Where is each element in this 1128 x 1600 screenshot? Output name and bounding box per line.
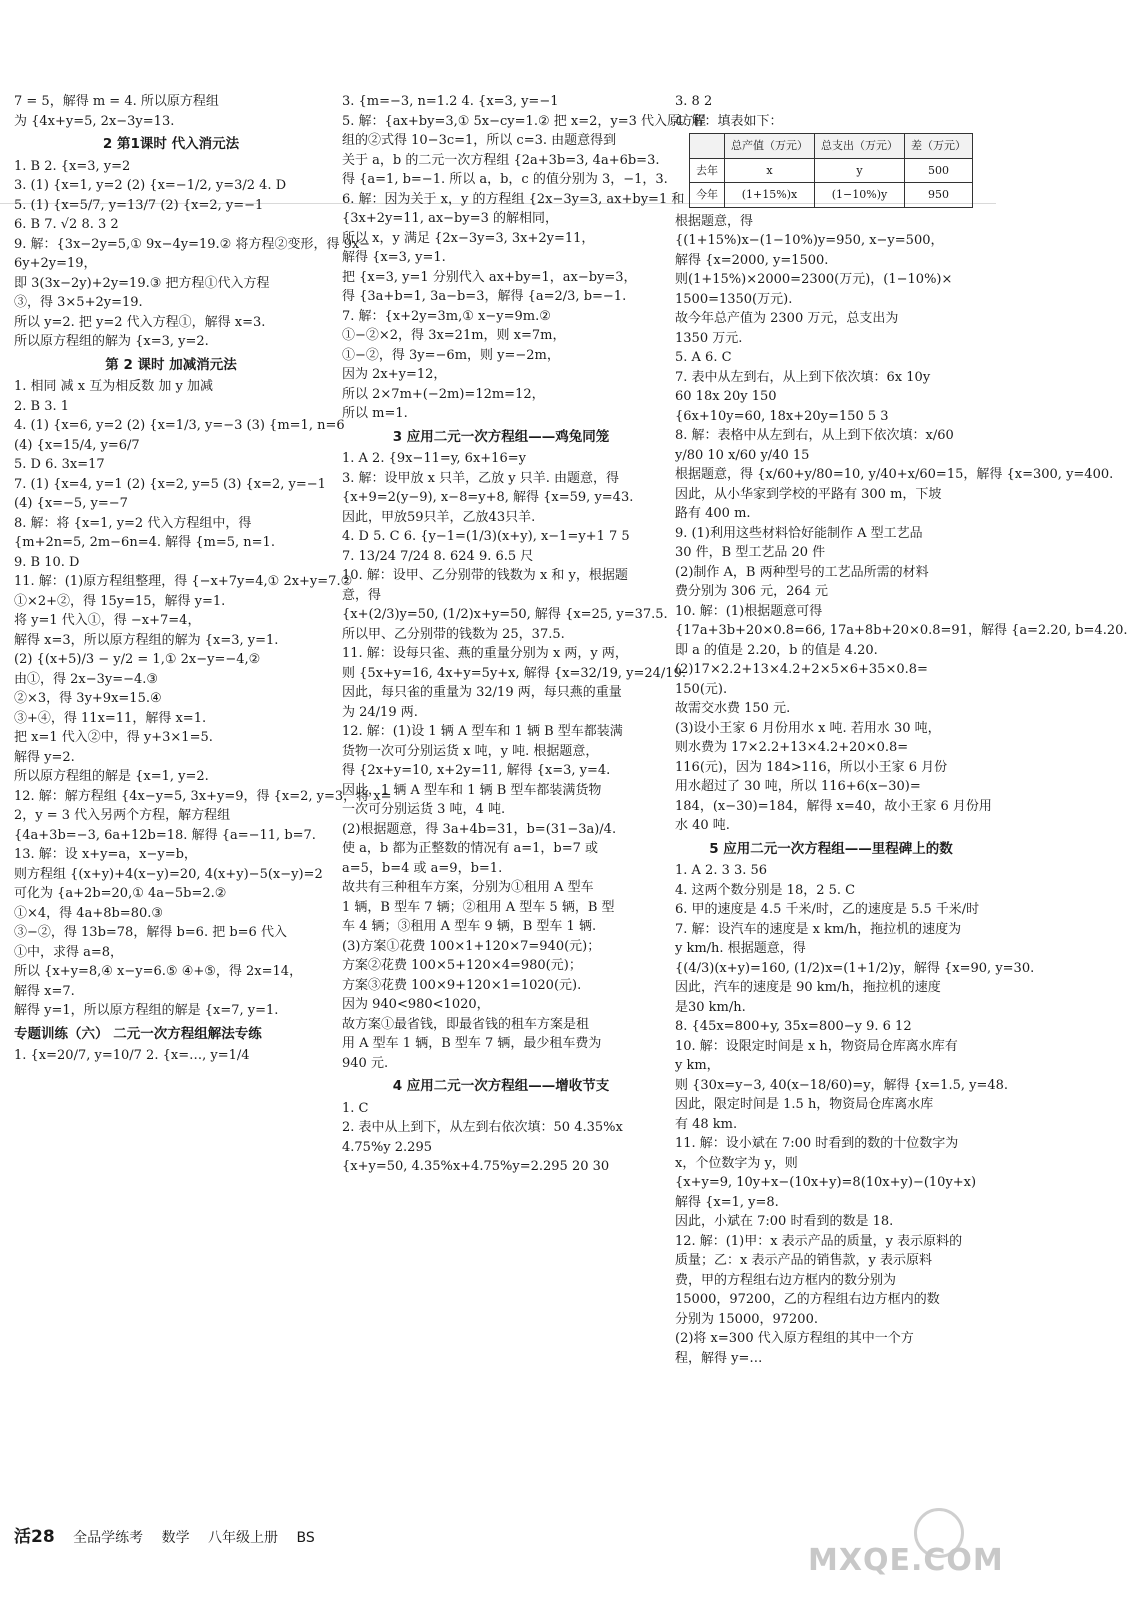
answer-line: 7. 表中从左到右，从上到下依次填：6x 10y bbox=[675, 369, 931, 385]
answer-line: 可化为 {a+2b=20,① 4a−5b=2.② bbox=[14, 886, 227, 901]
answer-line: 7. (1) {x=4, y=1 (2) {x=2, y=5 (3) {x=2, y=−1 bbox=[14, 476, 326, 492]
table-cell: 950 bbox=[905, 183, 973, 208]
answer-line: 5. (1) {x=5/7, y=13/7 (2) {x=2, y=−1 bbox=[14, 197, 264, 213]
answer-line: 8. {45x=800+y, 35x=800−y 9. 6 12 bbox=[675, 1019, 912, 1034]
answer-line: 1 辆，B 型车 7 辆；②租用 A 型车 5 辆，B 型 bbox=[342, 899, 615, 915]
answer-line: 因此，1 辆 A 型车和 1 辆 B 型车都装满货物 bbox=[342, 782, 602, 798]
answer-line: ③，得 3×5+2y=19. bbox=[14, 295, 143, 310]
answer-line: 13. 解：设 x+y=a，x−y=b， bbox=[14, 847, 197, 862]
answer-line: ①中，求得 a=8， bbox=[14, 944, 124, 960]
answer-line: (3)设小王家 6 月份用水 x 吨. 若用水 30 吨， bbox=[675, 720, 941, 736]
answer-line: 把 x=1 代入②中，得 y+3×1=5. bbox=[14, 730, 213, 745]
answer-line: 9. 解：{3x−2y=5,① 9x−4y=19.② 将方程②变形，得 9x− bbox=[14, 236, 371, 252]
answer-line: 3. 8 2 bbox=[675, 94, 713, 109]
answer-line: 水 40 吨. bbox=[675, 818, 730, 833]
answer-line: 4. D 5. C 6. {y−1=(1/3)(x+y), x−1=y+1 7 5 bbox=[342, 529, 630, 544]
answer-line: ③+④，得 11x=11，解得 x=1. bbox=[14, 710, 207, 726]
answer-line: 有 48 km. bbox=[675, 1116, 738, 1132]
answer-line: x，个位数字为 y，则 bbox=[675, 1155, 798, 1171]
answer-line: 12. 解：解方程组 {4x−y=5, 3x+y=9，得 {x=2, y=3，将 x= bbox=[14, 788, 392, 804]
answer-line: 用水超过了 30 吨，所以 116+6(x−30)= bbox=[675, 779, 921, 794]
right-column-body bbox=[675, 212, 1128, 1369]
answer-line: (3)方案①花费 100×1+120×7=940(元)； bbox=[342, 938, 601, 954]
answer-line: 费，甲的方程组右边方框内的数分别为 bbox=[675, 1272, 897, 1288]
answer-line: 9. (1)利用这些材料恰好能制作 A 型工艺品 bbox=[675, 525, 923, 541]
answer-line: ②×3，得 3y+9x=15.④ bbox=[14, 691, 162, 706]
answer-line: 因此，限定时间是 1.5 h，物资局仓库离水库 bbox=[675, 1097, 934, 1112]
answer-line: 则方程组 {(x+y)+4(x−y)=20, 4(x+y)−5(x−y)=2 bbox=[14, 866, 323, 882]
answer-line: 解得 x=3，所以原方程组的解为 {x=3, y=1. bbox=[14, 632, 279, 648]
answer-line: 由①，得 2x−3y=−4.③ bbox=[14, 671, 159, 687]
answer-line: 6y+2y=19， bbox=[14, 256, 97, 271]
table-header-cell: 总支出（万元） bbox=[815, 134, 905, 159]
answer-line: 所以 {x+y=8,④ x−y=6.⑤ ④+⑤，得 2x=14， bbox=[14, 964, 303, 979]
answer-line: 分别为 15000，97200. bbox=[675, 1311, 818, 1327]
answer-line: 3. 解：设甲放 x 只羊，乙放 y 只羊. 由题意，得 bbox=[342, 470, 620, 486]
answer-line: 根据题意，得 bbox=[675, 213, 754, 229]
answer-line: 组的②式得 10−3c=1，所以 c=3. 由题意得到 bbox=[342, 133, 617, 148]
answer-line: 故共有三种租车方案，分别为①租用 A 型车 bbox=[342, 880, 594, 895]
answer-line: 8. 解：表格中从左到右，从上到下依次填：x/60 bbox=[675, 428, 954, 443]
answer-line: 所以甲、乙分别带的钱数为 25，37.5. bbox=[342, 626, 565, 642]
book-title: 全品学练考 bbox=[73, 1530, 144, 1546]
answer-line: 150(元). bbox=[675, 681, 728, 697]
answer-line: a=5，b=4 或 a=9，b=1. bbox=[342, 860, 503, 876]
answer-line: 解得 x=7. bbox=[14, 983, 75, 999]
answer-line: (2)17×2.2+13×4.2+2×5×6+35×0.8= bbox=[675, 662, 928, 677]
answer-line: 方案②花费 100×5+120×4=980(元)； bbox=[342, 958, 582, 973]
answer-line: 将 y=1 代入①，得 −x+7=4， bbox=[14, 613, 201, 628]
table-header-cell: 总产值（万元） bbox=[725, 134, 815, 159]
table-cell: (1+15%)x bbox=[725, 183, 815, 208]
right-column-top bbox=[675, 92, 987, 131]
answer-line: 使 a，b 都为正整数的情况有 a=1，b=7 或 bbox=[342, 841, 599, 856]
answer-line: y km， bbox=[675, 1058, 720, 1073]
answer-line: 4. (1) {x=6, y=2 (2) {x=1/3, y=−3 (3) {m=1, n=6 bbox=[14, 418, 345, 433]
answer-line: 因此，小斌在 7:00 时看到的数是 18. bbox=[675, 1214, 894, 1229]
section-heading: 3 应用二元一次方程组——鸡兔同笼 bbox=[392, 428, 610, 445]
answer-line: 8. 解：将 {x=1, y=2 代入方程组中，得 bbox=[14, 515, 252, 531]
answer-line: 货物一次可分别运货 x 吨，y 吨. 根据题意， bbox=[342, 743, 599, 759]
answer-line: 所以 y=2. 把 y=2 代入方程①，解得 x=3. bbox=[14, 314, 266, 330]
answer-line: 9. B 10. D bbox=[14, 554, 80, 570]
answer-line: ①×2+②，得 15y=15，解得 y=1. bbox=[14, 593, 226, 609]
answer-line: 即 3(3x−2y)+2y=19.③ 把方程①代入方程 bbox=[14, 275, 270, 291]
answer-line: {m+2n=5, 2m−6n=4. 解得 {m=5, n=1. bbox=[14, 535, 275, 550]
answer-line: 184，(x−30)=184，解得 x=40，故小王家 6 月份用 bbox=[675, 798, 992, 814]
answer-line: 4. 解：填表如下： bbox=[675, 113, 783, 129]
answer-line: 1. C bbox=[342, 1100, 369, 1116]
answer-line: 7. 13/24 7/24 8. 624 9. 6.5 尺 bbox=[342, 548, 534, 564]
answer-line: 所以 x，y 满足 {2x−3y=3, 3x+2y=11， bbox=[342, 230, 595, 246]
answer-line: 因此，每只雀的重量为 32/19 两，每只燕的重量 bbox=[342, 685, 622, 700]
answer-line: ③−②，得 13b=78，解得 b=6. 把 b=6 代入 bbox=[14, 925, 287, 940]
answer-line: 解得 y=2. bbox=[14, 749, 75, 765]
answer-line: 4.75%y 2.295 bbox=[342, 1139, 432, 1155]
table-header-cell bbox=[690, 134, 725, 159]
page-number: 活28 bbox=[14, 1527, 55, 1547]
answer-line: 因此，从小华家到学校的平路有 300 m，下坡 bbox=[675, 486, 942, 502]
answer-line: 是30 km/h. bbox=[675, 999, 746, 1015]
answer-line: 程，解得 y=… bbox=[675, 1350, 763, 1366]
table-row bbox=[690, 158, 973, 183]
answer-line: 则水费为 17×2.2+13×4.2+20×0.8= bbox=[675, 740, 909, 755]
site-watermark bbox=[808, 1508, 1004, 1578]
answer-line: 11. 解：(1)原方程组整理，得 {−x+7y=4,① 2x+y=7.② bbox=[14, 574, 353, 589]
answer-line: 故今年总产值为 2300 万元，总支出为 bbox=[675, 311, 899, 326]
answer-line: (2) {(x+5)/3 − y/2 = 1,① 2x−y=−4,② bbox=[14, 652, 261, 667]
table-cell: y bbox=[815, 158, 905, 183]
answer-line: {x+y=50, 4.35%x+4.75%y=2.295 20 30 bbox=[342, 1159, 610, 1174]
answer-line: 10. 解：(1)根据题意可得 bbox=[675, 603, 823, 619]
answer-line: (2)根据题意，得 3a+4b=31，b=(31−3a)/4. bbox=[342, 821, 617, 837]
answer-line: 4. 这两个数分别是 18，2 5. C bbox=[675, 882, 856, 898]
answer-line: 解得 {x=3, y=1. bbox=[342, 250, 446, 265]
answer-line: 因此，甲放59只羊，乙放43只羊. bbox=[342, 509, 536, 525]
section-heading: 4 应用二元一次方程组——增收节支 bbox=[392, 1078, 610, 1094]
answer-line: 1. A 2. {9x−11=y, 6x+16=y bbox=[342, 451, 526, 466]
section-heading: 2 第1课时 代入消元法 bbox=[102, 136, 240, 152]
answer-line: 根据题意，得 {x/60+y/80=10, y/40+x/60=15，解得 {x=300, y=400. bbox=[675, 467, 1114, 482]
answer-line: 940 元. bbox=[342, 1055, 389, 1071]
answer-line: 质量；乙：x 表示产品的销售款，y 表示原料 bbox=[675, 1253, 932, 1268]
subject-label: 数学 bbox=[161, 1530, 190, 1546]
watermark-text: MXQE.COM bbox=[808, 1543, 1004, 1578]
answer-line: 6. 甲的速度是 4.5 千米/时，乙的速度是 5.5 千米/时 bbox=[675, 902, 980, 917]
answer-line: 1500=1350(万元). bbox=[675, 291, 793, 307]
answer-line: 故方案①最省钱，即最省钱的租车方案是租 bbox=[342, 1016, 590, 1032]
table-body bbox=[690, 158, 973, 207]
table-cell: 去年 bbox=[690, 158, 725, 183]
answer-line: 7. 解：{x+2y=3m,① x−y=9m.② bbox=[342, 308, 551, 324]
answer-line: 10. 解：设限定时间是 x h，物资局仓库离水库有 bbox=[675, 1038, 958, 1054]
table-header-row bbox=[690, 134, 973, 159]
answer-line: 1. 相同 减 x 互为相反数 加 y 加减 bbox=[14, 379, 214, 394]
answer-line: 5. A 6. C bbox=[675, 350, 732, 365]
answer-line: 解得 y=1，所以原方程组的解是 {x=7, y=1. bbox=[14, 1003, 279, 1018]
answer-line: 2，y = 3 代入另两个方程，解方程组 bbox=[14, 808, 231, 823]
answer-line: 1. A 2. 3 3. 56 bbox=[675, 863, 768, 878]
answer-line: 所以 m=1. bbox=[342, 406, 408, 421]
right-column bbox=[675, 92, 1128, 1368]
answer-line: 因为 940<980<1020， bbox=[342, 997, 490, 1012]
answer-line: {x+9=2(y−9), x−8=y+8, 解得 {x=59, y=43. bbox=[342, 490, 634, 505]
answer-line: 12. 解：(1)设 1 辆 A 型车和 1 辆 B 型车都装满 bbox=[342, 724, 623, 739]
answer-line: 2. B 3. 1 bbox=[14, 398, 70, 414]
answer-line: 6. 解：因为关于 x，y 的方程组 {2x−3y=3, ax+by=1 和 bbox=[342, 191, 685, 207]
answer-line: 所以原方程组的解是 {x=1, y=2. bbox=[14, 769, 209, 784]
answer-line: 15000，97200，乙的方程组右边方框内的数 bbox=[675, 1292, 940, 1307]
answer-line: 路有 400 m. bbox=[675, 506, 751, 521]
answer-line: 5. D 6. 3x=17 bbox=[14, 457, 105, 472]
income-expense-table bbox=[689, 133, 973, 208]
answer-line: 6. B 7. √2 8. 3 2 bbox=[14, 217, 119, 232]
table-cell: x bbox=[725, 158, 815, 183]
answer-line: (4) {x=−5, y=−7 bbox=[14, 496, 128, 511]
answer-line: {(4/3)(x+y)=160, (1/2)x=(1+1/2)y，解得 {x=90, y=30. bbox=[675, 960, 1035, 976]
answer-line: 关于 a，b 的二元一次方程组 {2a+3b=3, 4a+6b=3. bbox=[342, 152, 660, 168]
answer-line: 费分别为 306 元，264 元 bbox=[675, 584, 829, 599]
answer-line: 一次可分别运货 3 吨，4 吨. bbox=[342, 802, 506, 817]
answer-line: y km/h. 根据题意，得 bbox=[675, 941, 806, 956]
answer-line: 则(1+15%)×2000=2300(万元)，(1−10%)× bbox=[675, 272, 953, 287]
section-heading: 第 2 课时 加减消元法 bbox=[105, 356, 237, 373]
answer-line: 7. 解：设汽车的速度是 x km/h，拖拉机的速度为 bbox=[675, 921, 962, 937]
table-header-cell: 差（万元） bbox=[905, 134, 973, 159]
answer-line: {x+(2/3)y=50, (1/2)x+y=50, 解得 {x=25, y=37.5. bbox=[342, 607, 668, 622]
answer-line: 即 a 的值是 2.20，b 的值是 4.20. bbox=[675, 642, 878, 658]
answer-line: {x+y=9, 10y+x−(10x+y)=8(10x+y)−(10y+x) bbox=[675, 1175, 977, 1190]
answer-line: 方案③花费 100×9+120×1=1020(元). bbox=[342, 977, 582, 993]
answer-line: {(1+15%)x−(1−10%)y=950, x−y=500， bbox=[675, 233, 944, 248]
answer-line: 12. 解：(1)甲：x 表示产品的质量，y 表示原料的 bbox=[675, 1233, 963, 1249]
answer-line: 解得 {x=1, y=8. bbox=[675, 1194, 779, 1210]
table-cell: 500 bbox=[905, 158, 973, 183]
answer-line: 3. {m=−3, n=1.2 4. {x=3, y=−1 bbox=[342, 94, 559, 109]
answer-line: 1350 万元. bbox=[675, 330, 743, 346]
answer-line: ①−②×2，得 3x=21m，则 x=7m， bbox=[342, 328, 566, 343]
answer-line: 得 {2x+y=10, x+2y=11, 解得 {x=3, y=4. bbox=[342, 763, 611, 778]
answer-line: 则 {30x=y−3, 40(x−18/60)=y，解得 {x=1.5, y=48. bbox=[675, 1077, 1009, 1093]
answer-line: 2. 表中从上到下，从左到右依次填：50 4.35%x bbox=[342, 1120, 623, 1135]
section-heading: 专题训练（六） 二元一次方程组解法专练 bbox=[14, 1025, 262, 1042]
answer-line: (4) {x=15/4, y=6/7 bbox=[14, 437, 140, 453]
answer-line: 所以 2×7m+(−2m)=12m=12， bbox=[342, 386, 545, 402]
answer-line: 60 18x 20y 150 bbox=[675, 389, 777, 404]
answer-line: 10. 解：设甲、乙分别带的钱数为 x 和 y，根据题 bbox=[342, 568, 628, 583]
answer-line: {17a+3b+20×0.8=66, 17a+8b+20×0.8=91，解得 {a=2.20, b=4.20. bbox=[675, 623, 1128, 638]
section-heading: 5 应用二元一次方程组——里程碑上的数 bbox=[709, 840, 953, 857]
answer-line: {6x+10y=60, 18x+20y=150 5 3 bbox=[675, 408, 889, 424]
answer-line: {3x+2y=11, ax−by=3 的解相同， bbox=[342, 211, 559, 226]
edition-label: BS bbox=[296, 1530, 315, 1546]
answer-line: 解得 {x=2000, y=1500. bbox=[675, 252, 829, 268]
answer-line: 把 {x=3, y=1 分别代入 ax+by=1，ax−by=3， bbox=[342, 269, 637, 285]
answer-line: 车 4 辆；③租用 A 型车 9 辆，B 型车 1 辆. bbox=[342, 919, 597, 934]
table-row bbox=[690, 183, 973, 208]
answer-line: 为 24/19 两. bbox=[342, 704, 418, 720]
answer-line: ①×4，得 4a+8b=80.③ bbox=[14, 905, 164, 921]
answer-line: 7 = 5，解得 m = 4. 所以原方程组 bbox=[14, 94, 219, 109]
answer-line: 30 件，B 型工艺品 20 件 bbox=[675, 545, 826, 560]
answer-line: 因此，汽车的速度是 90 km/h，拖拉机的速度 bbox=[675, 980, 941, 995]
answer-line: y/80 10 x/60 y/40 15 bbox=[675, 447, 810, 463]
answer-line: 意，得 bbox=[342, 587, 382, 603]
answer-line: ①−②，得 3y=−6m，则 y=−2m， bbox=[342, 347, 560, 363]
table-cell: (1−10%)y bbox=[815, 183, 905, 208]
answer-line: 5. 解：{ax+by=3,① 5x−cy=1.② 把 x=2，y=3 代入原方程 bbox=[342, 113, 707, 129]
answer-line: (2)制作 A，B 两种型号的工艺品所需的材料 bbox=[675, 564, 929, 580]
answer-line: (2)将 x=300 代入原方程组的其中一个方 bbox=[675, 1331, 914, 1346]
answer-line: 1. B 2. {x=3, y=2 bbox=[14, 158, 131, 174]
table-cell: 今年 bbox=[690, 183, 725, 208]
grade-label: 八年级上册 bbox=[208, 1530, 279, 1546]
answer-line: 11. 解：设小斌在 7:00 时看到的数的十位数字为 bbox=[675, 1136, 959, 1151]
answer-line: {4a+3b=−3, 6a+12b=18. 解得 {a=−11, b=7. bbox=[14, 827, 316, 843]
answer-line: 得 {a=1, b=−1. 所以 a，b，c 的值分别为 3，−1，3. bbox=[342, 172, 668, 187]
answer-line: 用 A 型车 1 辆，B 型车 7 辆，最少租车费为 bbox=[342, 1036, 602, 1051]
page-footer bbox=[14, 1522, 329, 1547]
answer-line: 得 {3a+b=1, 3a−b=3，解得 {a=2/3, b=−1. bbox=[342, 289, 627, 304]
answer-line: 3. (1) {x=1, y=2 (2) {x=−1/2, y=3/2 4. D bbox=[14, 178, 287, 193]
answer-line: 因为 2x+y=12， bbox=[342, 367, 447, 382]
answer-line: 11. 解：设每只雀、燕的重量分别为 x 两，y 两， bbox=[342, 646, 628, 661]
answer-line: 116(元)，因为 184>116，所以小王家 6 月份 bbox=[675, 759, 948, 775]
answer-line: 故需交水费 150 元. bbox=[675, 701, 791, 716]
answer-line: 为 {4x+y=5, 2x−3y=13. bbox=[14, 113, 175, 129]
answer-line: 则 {5x+y=16, 4x+y=5y+x, 解得 {x=32/19, y=24/19. bbox=[342, 665, 686, 681]
answer-line: 所以原方程组的解为 {x=3, y=2. bbox=[14, 334, 209, 349]
answer-line: 1. {x=20/7, y=10/7 2. {x=…, y=1/4 bbox=[14, 1048, 250, 1063]
